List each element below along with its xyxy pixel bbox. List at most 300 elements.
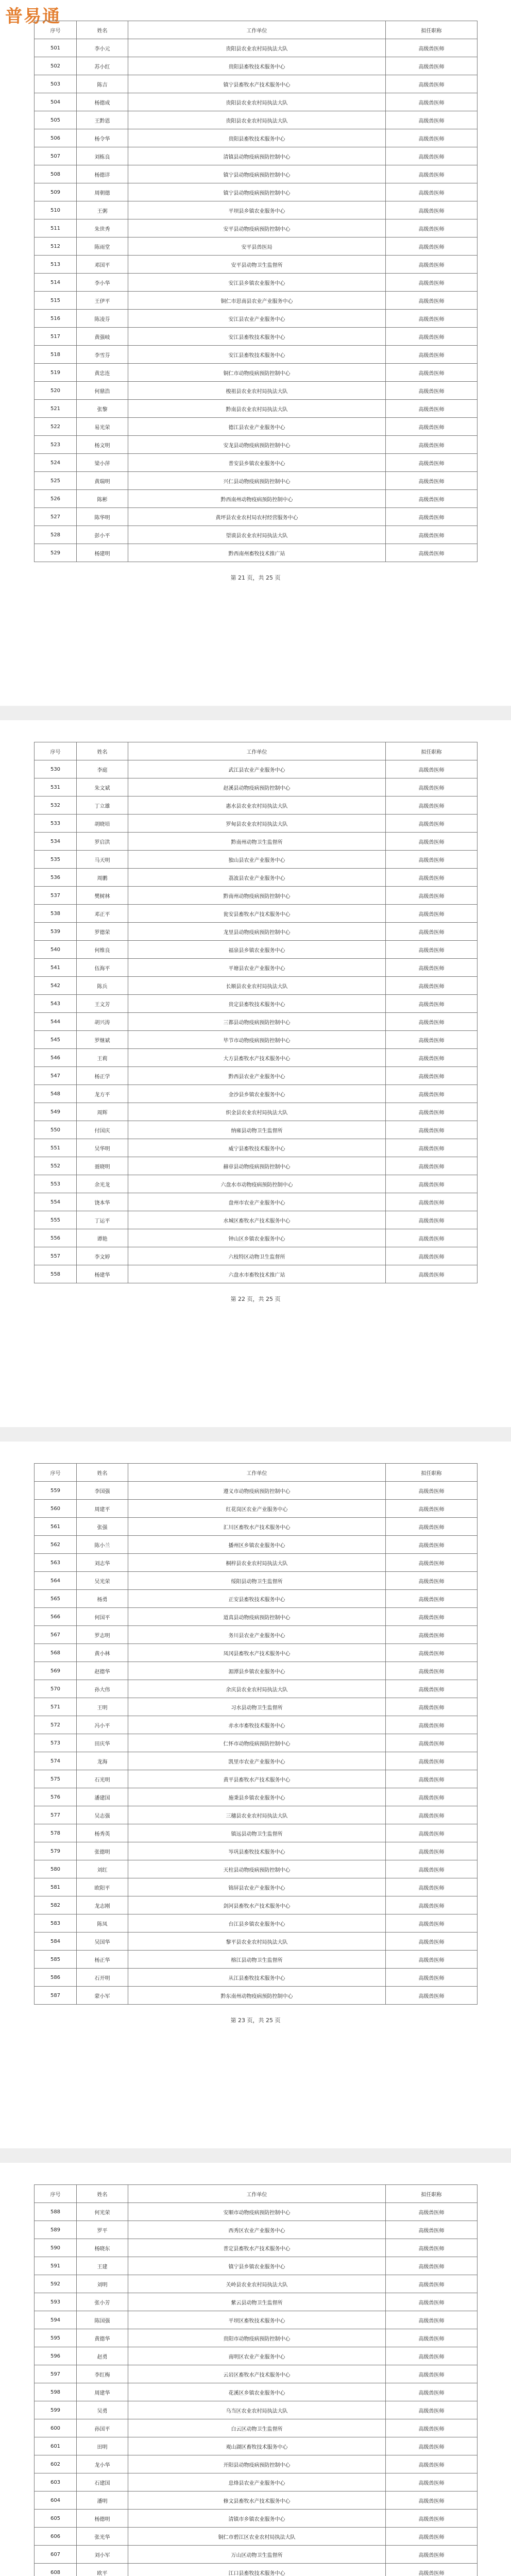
cell-serial: 605: [35, 2510, 77, 2528]
table-row: [35, 1698, 478, 1716]
cell-title: 高级兽医师: [386, 382, 478, 400]
cell-name: 王黔恩: [77, 111, 128, 129]
cell-serial: 584: [35, 1933, 77, 1951]
cell-unit: 黔西县农业产业服务中心: [128, 1067, 386, 1085]
cell-title: 高级兽医师: [386, 1969, 478, 1987]
cell-serial: 585: [35, 1951, 77, 1969]
cell-title: 高级兽医师: [386, 941, 478, 959]
cell-title: 高级兽医师: [386, 1878, 478, 1896]
table-row: [35, 147, 478, 165]
table-row: [35, 1554, 478, 1572]
cell-unit: 白云区动物卫生监督所: [128, 2419, 386, 2437]
cell-name: 石开明: [77, 1969, 128, 1987]
table-row: [35, 1229, 478, 1247]
cell-name: 张强: [77, 1518, 128, 1536]
cell-name: 周辉: [77, 1103, 128, 1121]
table-row: [35, 364, 478, 382]
cell-title: 高级兽医师: [386, 165, 478, 183]
cell-serial: 597: [35, 2365, 77, 2383]
cell-name: 何国平: [77, 1608, 128, 1626]
table-row: [35, 2365, 478, 2383]
cell-unit: 习水县动物卫生监督所: [128, 1698, 386, 1716]
cell-name: 黄小林: [77, 1644, 128, 1662]
cell-unit: 南明区农业产业服务中心: [128, 2347, 386, 2365]
cell-name: 赵德华: [77, 1662, 128, 1680]
table-row: [35, 165, 478, 183]
cell-name: 张黎: [77, 400, 128, 418]
table-row: [35, 454, 478, 472]
cell-serial: 501: [35, 39, 77, 57]
cell-serial: 541: [35, 959, 77, 977]
cell-unit: 从江县畜牧技术服务中心: [128, 1969, 386, 1987]
header-serial: 序号: [35, 1464, 77, 1482]
cell-name: 彭小平: [77, 526, 128, 544]
cell-title: 高级兽医师: [386, 454, 478, 472]
cell-unit: 岑巩县畜牧技术服务中心: [128, 1842, 386, 1860]
cell-unit: 绥阳县动物卫生监督所: [128, 1572, 386, 1590]
table-row: [35, 851, 478, 869]
cell-serial: 598: [35, 2383, 77, 2401]
cell-name: 朱文斌: [77, 778, 128, 796]
cell-serial: 569: [35, 1662, 77, 1680]
cell-title: 高级兽医师: [386, 2473, 478, 2492]
cell-unit: 遵义市动物疫病预防控制中心: [128, 1482, 386, 1500]
cell-name: 李红梅: [77, 2365, 128, 2383]
cell-unit: 安平县动物疫病预防控制中心: [128, 219, 386, 238]
cell-title: 高级兽医师: [386, 328, 478, 346]
cell-title: 高级兽医师: [386, 977, 478, 995]
cell-unit: 盘州市农业产业服务中心: [128, 1193, 386, 1211]
cell-name: 樊树林: [77, 887, 128, 905]
table-row: [35, 2473, 478, 2492]
table-row: [35, 526, 478, 544]
cell-unit: 观山湖区畜牧技术服务中心: [128, 2437, 386, 2455]
table-row: [35, 941, 478, 959]
cell-title: 高级兽医师: [386, 310, 478, 328]
cell-unit: 台江县乡镇农业服务中心: [128, 1914, 386, 1933]
cell-serial: 520: [35, 382, 77, 400]
table-row: [35, 2293, 478, 2311]
cell-title: 高级兽医师: [386, 2347, 478, 2365]
cell-name: 杨德成: [77, 93, 128, 111]
cell-name: 梁小萍: [77, 454, 128, 472]
cell-title: 高级兽医师: [386, 1662, 478, 1680]
cell-serial: 539: [35, 923, 77, 941]
cell-title: 高级兽医师: [386, 1157, 478, 1175]
cell-name: 陈凤: [77, 1914, 128, 1933]
cell-unit: 福泉县乡镇农业服务中心: [128, 941, 386, 959]
table-row: [35, 1049, 478, 1067]
cell-name: 石光明: [77, 1770, 128, 1788]
table-row: [35, 959, 478, 977]
cell-serial: 510: [35, 201, 77, 219]
cell-name: 陈雨堂: [77, 238, 128, 256]
header-serial: 序号: [35, 2185, 77, 2203]
cell-name: 王粥: [77, 201, 128, 219]
cell-unit: 荔波县农业产业服务中心: [128, 869, 386, 887]
table-row: [35, 796, 478, 815]
table-row: [35, 1590, 478, 1608]
cell-name: 邓国平: [77, 256, 128, 274]
table-row: [35, 1211, 478, 1229]
table-row: [35, 2257, 478, 2275]
cell-title: 高级兽医师: [386, 1139, 478, 1157]
cell-name: 赵勇: [77, 2347, 128, 2365]
cell-title: 高级兽医师: [386, 1608, 478, 1626]
cell-serial: 504: [35, 93, 77, 111]
cell-unit: 紫云县动物卫生监督所: [128, 2293, 386, 2311]
cell-title: 高级兽医师: [386, 815, 478, 833]
cell-title: 高级兽医师: [386, 1590, 478, 1608]
table-row: [35, 1572, 478, 1590]
cell-name: 何维良: [77, 941, 128, 959]
cell-name: 杨秀英: [77, 1824, 128, 1842]
table-row: [35, 1608, 478, 1626]
cell-unit: 纳雍县动物卫生监督所: [128, 1121, 386, 1139]
cell-name: 王建: [77, 2257, 128, 2275]
cell-unit: 梭祖县农业农村局执法大队: [128, 382, 386, 400]
table-row: [35, 1103, 478, 1121]
cell-title: 高级兽医师: [386, 1824, 478, 1842]
cell-name: 杨建明: [77, 544, 128, 562]
cell-unit: 黄坪县农业农村局农村经营服务中心: [128, 508, 386, 526]
cell-unit: 黔南州动物卫生监督所: [128, 833, 386, 851]
table-row: [35, 1951, 478, 1969]
cell-title: 高级兽医师: [386, 400, 478, 418]
cell-serial: 593: [35, 2293, 77, 2311]
cell-unit: 施秉县乡镇农业服务中心: [128, 1788, 386, 1806]
cell-unit: 六盘水市畜牧技术推广站: [128, 1265, 386, 1283]
cell-serial: 516: [35, 310, 77, 328]
cell-serial: 557: [35, 1247, 77, 1265]
cell-name: 易光荣: [77, 418, 128, 436]
cell-title: 高级兽医师: [386, 75, 478, 93]
cell-unit: 黔南县农业农村局执法大队: [128, 400, 386, 418]
table-row: [35, 778, 478, 796]
cell-name: 胡兴涛: [77, 1013, 128, 1031]
cell-title: 高级兽医师: [386, 111, 478, 129]
page-footer: 第 21 页，共 25 页: [230, 574, 281, 581]
cell-title: 高级兽医师: [386, 1121, 478, 1139]
header-title: 拟任职称: [386, 2185, 478, 2203]
cell-unit: 清镇县动物疫病预防控制中心: [128, 147, 386, 165]
cell-name: 谭艳: [77, 1229, 128, 1247]
cell-title: 高级兽医师: [386, 544, 478, 562]
table-row: [35, 1536, 478, 1554]
cell-unit: 凤冈县畜牧水产技术服务中心: [128, 1644, 386, 1662]
cell-serial: 554: [35, 1193, 77, 1211]
document-page: [34, 21, 477, 582]
cell-serial: 549: [35, 1103, 77, 1121]
cell-title: 高级兽医师: [386, 1644, 478, 1662]
cell-name: 吴勇: [77, 2401, 128, 2419]
cell-title: 高级兽医师: [386, 1247, 478, 1265]
cell-name: 陈凌芬: [77, 310, 128, 328]
cell-serial: 589: [35, 2221, 77, 2239]
cell-unit: 威宁县畜牧技术服务中心: [128, 1139, 386, 1157]
cell-name: 龙小华: [77, 2455, 128, 2473]
table-row: [35, 328, 478, 346]
cell-serial: 508: [35, 165, 77, 183]
table-row: [35, 1752, 478, 1770]
cell-name: 陈彬: [77, 490, 128, 508]
cell-serial: 503: [35, 75, 77, 93]
table-row: [35, 1067, 478, 1085]
cell-unit: 红花岗区农业产业服务中心: [128, 1500, 386, 1518]
cell-name: 丁立雄: [77, 796, 128, 815]
cell-name: 杨德详: [77, 165, 128, 183]
cell-unit: 清镇市乡镇农业服务中心: [128, 2510, 386, 2528]
cell-serial: 560: [35, 1500, 77, 1518]
header-name: 姓名: [77, 1464, 128, 1482]
cell-unit: 普定县畜牧水产技术服务中心: [128, 2239, 386, 2257]
cell-title: 高级兽医师: [386, 1554, 478, 1572]
cell-name: 丁运平: [77, 1211, 128, 1229]
cell-name: 聂晓明: [77, 1157, 128, 1175]
table-row: [35, 183, 478, 201]
table-row: [35, 2203, 478, 2221]
cell-serial: 542: [35, 977, 77, 995]
cell-title: 高级兽医师: [386, 1482, 478, 1500]
cell-unit: 仁怀市动物疫病预防控制中心: [128, 1734, 386, 1752]
cell-name: 田明: [77, 2437, 128, 2455]
cell-name: 陈小兰: [77, 1536, 128, 1554]
table-row: [35, 1788, 478, 1806]
table-row: [35, 1933, 478, 1951]
table-row: [35, 1193, 478, 1211]
cell-serial: 502: [35, 57, 77, 75]
cell-title: 高级兽医师: [386, 508, 478, 526]
table-row: [35, 544, 478, 562]
table-row: [35, 2221, 478, 2239]
cell-serial: 592: [35, 2275, 77, 2293]
table-row: [35, 274, 478, 292]
table-row: [35, 2437, 478, 2455]
cell-serial: 507: [35, 147, 77, 165]
cell-title: 高级兽医师: [386, 201, 478, 219]
cell-unit: 修文县畜牧水产技术服务中心: [128, 2492, 386, 2510]
cell-title: 高级兽医师: [386, 1951, 478, 1969]
cell-serial: 552: [35, 1157, 77, 1175]
cell-title: 高级兽医师: [386, 57, 478, 75]
table-row: [35, 1247, 478, 1265]
cell-title: 高级兽医师: [386, 2383, 478, 2401]
table-row: [35, 292, 478, 310]
cell-name: 周朝德: [77, 183, 128, 201]
table-row: [35, 833, 478, 851]
table-row: [35, 346, 478, 364]
cell-unit: 贵阳县畜牧技术服务中心: [128, 57, 386, 75]
cell-serial: 519: [35, 364, 77, 382]
cell-serial: 608: [35, 2564, 77, 2576]
table-row: [35, 2492, 478, 2510]
cell-unit: 贵阳市动物疫病预防控制中心: [128, 2329, 386, 2347]
cell-serial: 600: [35, 2419, 77, 2437]
table-row: [35, 2510, 478, 2528]
cell-name: 吴光荣: [77, 1572, 128, 1590]
cell-name: 潘建国: [77, 1788, 128, 1806]
table-row: [35, 1031, 478, 1049]
table-row: [35, 923, 478, 941]
cell-name: 李小元: [77, 39, 128, 57]
cell-unit: 赵溪县动物疫病预防控制中心: [128, 778, 386, 796]
cell-serial: 531: [35, 778, 77, 796]
cell-name: 王莉: [77, 1049, 128, 1067]
table-header-row: [35, 2185, 478, 2203]
cell-name: 吴华明: [77, 1139, 128, 1157]
cell-unit: 铜仁市碧江区农业农村局执法大队: [128, 2528, 386, 2546]
table-header-row: [35, 21, 478, 39]
cell-serial: 506: [35, 129, 77, 147]
cell-title: 高级兽医师: [386, 1067, 478, 1085]
cell-unit: 六盘水市动物疫病预防控制中心: [128, 1175, 386, 1193]
cell-name: 石建国: [77, 2473, 128, 2492]
cell-title: 高级兽医师: [386, 256, 478, 274]
cell-unit: 瓮安县畜牧水产技术服务中心: [128, 905, 386, 923]
cell-unit: 正安县畜牧技术服务中心: [128, 1590, 386, 1608]
cell-serial: 511: [35, 219, 77, 238]
cell-name: 饶本华: [77, 1193, 128, 1211]
cell-name: 龙海: [77, 1752, 128, 1770]
cell-unit: 关岭县农业农村局执法大队: [128, 2275, 386, 2293]
cell-serial: 513: [35, 256, 77, 274]
table-row: [35, 1896, 478, 1914]
header-unit: 工作单位: [128, 1464, 386, 1482]
cell-serial: 586: [35, 1969, 77, 1987]
cell-unit: 铜仁市动物疫病预防控制中心: [128, 364, 386, 382]
cell-serial: 576: [35, 1788, 77, 1806]
cell-serial: 587: [35, 1987, 77, 2005]
cell-title: 高级兽医师: [386, 1103, 478, 1121]
cell-serial: 540: [35, 941, 77, 959]
cell-name: 邓正平: [77, 905, 128, 923]
table-row: [35, 887, 478, 905]
cell-unit: 安江县畜牧技术服务中心: [128, 346, 386, 364]
cell-title: 高级兽医师: [386, 364, 478, 382]
cell-title: 高级兽医师: [386, 1842, 478, 1860]
table-row: [35, 1969, 478, 1987]
table-row: [35, 238, 478, 256]
cell-name: 黄忠连: [77, 364, 128, 382]
cell-serial: 523: [35, 436, 77, 454]
table-header-row: [35, 1464, 478, 1482]
cell-title: 高级兽医师: [386, 1626, 478, 1644]
table-row: [35, 1121, 478, 1139]
table-row: [35, 1013, 478, 1031]
cell-serial: 535: [35, 851, 77, 869]
cell-unit: 钟山区乡镇农业服务中心: [128, 1229, 386, 1247]
cell-unit: 赫章县动物疫病预防控制中心: [128, 1157, 386, 1175]
header-unit: 工作单位: [128, 2185, 386, 2203]
table-row: [35, 760, 478, 778]
cell-serial: 553: [35, 1175, 77, 1193]
cell-serial: 568: [35, 1644, 77, 1662]
cell-serial: 603: [35, 2473, 77, 2492]
cell-serial: 607: [35, 2546, 77, 2564]
cell-unit: 大方县畜牧水产技术服务中心: [128, 1049, 386, 1067]
cell-unit: 贵阳县农业农村局执法大队: [128, 39, 386, 57]
cell-name: 陈兵: [77, 977, 128, 995]
cell-title: 高级兽医师: [386, 1013, 478, 1031]
cell-serial: 536: [35, 869, 77, 887]
cell-serial: 546: [35, 1049, 77, 1067]
page-footer: 第 23 页，共 25 页: [230, 2017, 281, 2024]
cell-name: 付国庆: [77, 1121, 128, 1139]
cell-unit: 余庆县农业农村局执法大队: [128, 1680, 386, 1698]
cell-serial: 525: [35, 472, 77, 490]
cell-name: 刘小军: [77, 2546, 128, 2564]
cell-serial: 564: [35, 1572, 77, 1590]
cell-serial: 578: [35, 1824, 77, 1842]
cell-name: 黄强岐: [77, 328, 128, 346]
cell-serial: 533: [35, 815, 77, 833]
cell-title: 高级兽医师: [386, 2221, 478, 2239]
cell-title: 高级兽医师: [386, 2510, 478, 2528]
cell-title: 高级兽医师: [386, 292, 478, 310]
cell-title: 高级兽医师: [386, 490, 478, 508]
cell-title: 高级兽医师: [386, 1716, 478, 1734]
cell-unit: 龙里县动物疫病预防控制中心: [128, 923, 386, 941]
cell-unit: 三都县动物疫病预防控制中心: [128, 1013, 386, 1031]
table-row: [35, 1914, 478, 1933]
cell-title: 高级兽医师: [386, 2492, 478, 2510]
table-row: [35, 1157, 478, 1175]
brand-logo: 普易通: [5, 6, 61, 27]
cell-serial: 538: [35, 905, 77, 923]
cell-name: 罗平: [77, 2221, 128, 2239]
table-row: [35, 1878, 478, 1896]
cell-title: 高级兽医师: [386, 796, 478, 815]
cell-name: 孙国平: [77, 2419, 128, 2437]
table-row: [35, 2347, 478, 2365]
cell-name: 陈吉: [77, 75, 128, 93]
cell-name: 张小芳: [77, 2293, 128, 2311]
cell-name: 李国强: [77, 1482, 128, 1500]
header-serial: 序号: [35, 21, 77, 39]
cell-title: 高级兽医师: [386, 2437, 478, 2455]
cell-name: 苏小红: [77, 57, 128, 75]
cell-name: 吴国华: [77, 1933, 128, 1951]
cell-unit: 贵阳县畜牧技术服务中心: [128, 129, 386, 147]
cell-serial: 545: [35, 1031, 77, 1049]
table-row: [35, 1482, 478, 1500]
cell-name: 杨勇: [77, 1590, 128, 1608]
table-row: [35, 815, 478, 833]
cell-serial: 544: [35, 1013, 77, 1031]
document-page: [34, 1463, 477, 2024]
table-row: [35, 2528, 478, 2546]
cell-name: 陈国强: [77, 2311, 128, 2329]
table-row: [35, 1662, 478, 1680]
cell-serial: 563: [35, 1554, 77, 1572]
cell-title: 高级兽医师: [386, 2239, 478, 2257]
cell-name: 罗德荣: [77, 923, 128, 941]
cell-serial: 599: [35, 2401, 77, 2419]
table-row: [35, 2239, 478, 2257]
cell-unit: 万山区动物卫生监督所: [128, 2546, 386, 2564]
table-row: [35, 490, 478, 508]
table-row: [35, 1770, 478, 1788]
cell-title: 高级兽医师: [386, 2275, 478, 2293]
table-row: [35, 111, 478, 129]
cell-name: 杨德明: [77, 2510, 128, 2528]
cell-unit: 湄潭县乡镇农业服务中心: [128, 1662, 386, 1680]
cell-name: 龙方平: [77, 1085, 128, 1103]
cell-title: 高级兽医师: [386, 238, 478, 256]
cell-title: 高级兽医师: [386, 2546, 478, 2564]
cell-serial: 571: [35, 1698, 77, 1716]
table-row: [35, 1139, 478, 1157]
